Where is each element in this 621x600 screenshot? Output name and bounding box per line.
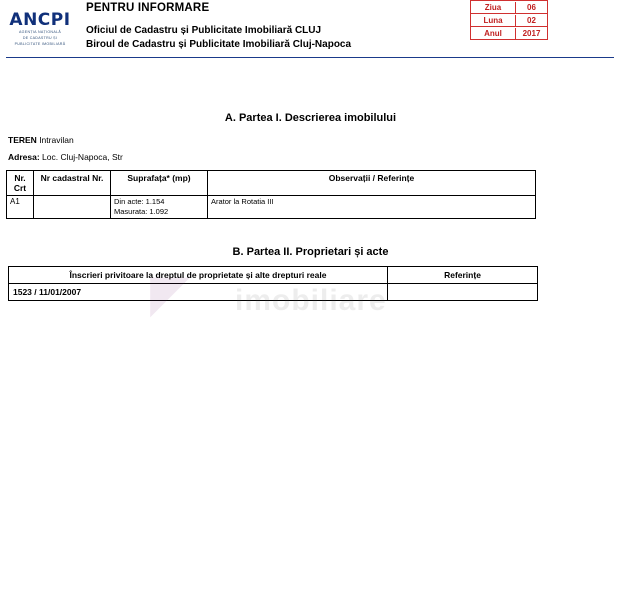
section-a-title: A. Partea I. Descrierea imobilului [224, 112, 397, 124]
date-value-luna: 02 [527, 15, 536, 25]
parcel-table [6, 170, 536, 219]
logo-subtitle-line-1: AGENȚIA NAȚIONALĂ [18, 30, 62, 34]
date-value-anul: 2017 [522, 28, 541, 38]
watermark-text: imobiliare [235, 284, 387, 317]
office-name: Oficiul de Cadastru și Publicitate Imobiliară CLUJ [86, 25, 322, 36]
owners-table [8, 266, 538, 301]
adresa-value: Loc. Cluj-Napoca, Str [42, 152, 123, 162]
adresa-label: Adresa: [8, 152, 40, 162]
cell-referinte [388, 284, 538, 301]
suprafata-din-acte: Din acte: 1.154 [114, 197, 165, 206]
logo-subtitle-line-3: PUBLICITATE IMOBILIARĂ [14, 42, 66, 46]
date-label-luna: Luna [471, 15, 516, 26]
table-row [9, 284, 538, 301]
suprafata-masurata: Masurata: 1.092 [114, 207, 169, 216]
cell-inscriere-entry: 1523 / 11/01/2007 [9, 284, 388, 301]
column-header-suprafata: Suprafața* (mp) [111, 171, 208, 196]
column-header-cadastral: Nr cadastral Nr. [34, 171, 111, 196]
cell-suprafata [111, 196, 208, 219]
section-b-title: B. Partea II. Proprietari și acte [232, 246, 389, 258]
table-header-row [7, 171, 536, 196]
bureau-name: Biroul de Cadastru și Publicitate Imobiliară Cluj-Napoca [86, 39, 352, 50]
cell-cadastral [34, 196, 111, 219]
logo-subtitle-line-2: DE CADASTRU ȘI [22, 36, 58, 40]
page-title: PENTRU INFORMARE [86, 2, 210, 14]
ancpi-logo [6, 12, 74, 47]
cell-crt: A1 [7, 196, 34, 219]
column-header-crt: Nr. Crt [7, 171, 34, 196]
column-header-inscrieri: Înscrieri privitoare la dreptul de proprietate și alte drepturi reale [9, 267, 388, 284]
date-label-anul: Anul [471, 28, 516, 39]
document-header [0, 0, 621, 58]
header-divider [6, 57, 614, 58]
watermark-logo-icon: ◤ [150, 264, 190, 324]
cell-observatii: Arator la Rotatia III [208, 196, 536, 219]
column-header-observatii: Observații / Referințe [208, 171, 536, 196]
date-label-ziua: Ziua [471, 2, 516, 13]
table-row [7, 196, 536, 219]
teren-line [8, 135, 74, 145]
teren-value: Intravilan [39, 135, 74, 145]
logo-mark-text: ANCPI [9, 10, 71, 30]
teren-label: TEREN [8, 135, 37, 145]
adresa-line [8, 152, 123, 162]
table-header-row [9, 267, 538, 284]
column-header-referinte: Referințe [388, 267, 538, 284]
date-value-ziua: 06 [527, 2, 536, 12]
